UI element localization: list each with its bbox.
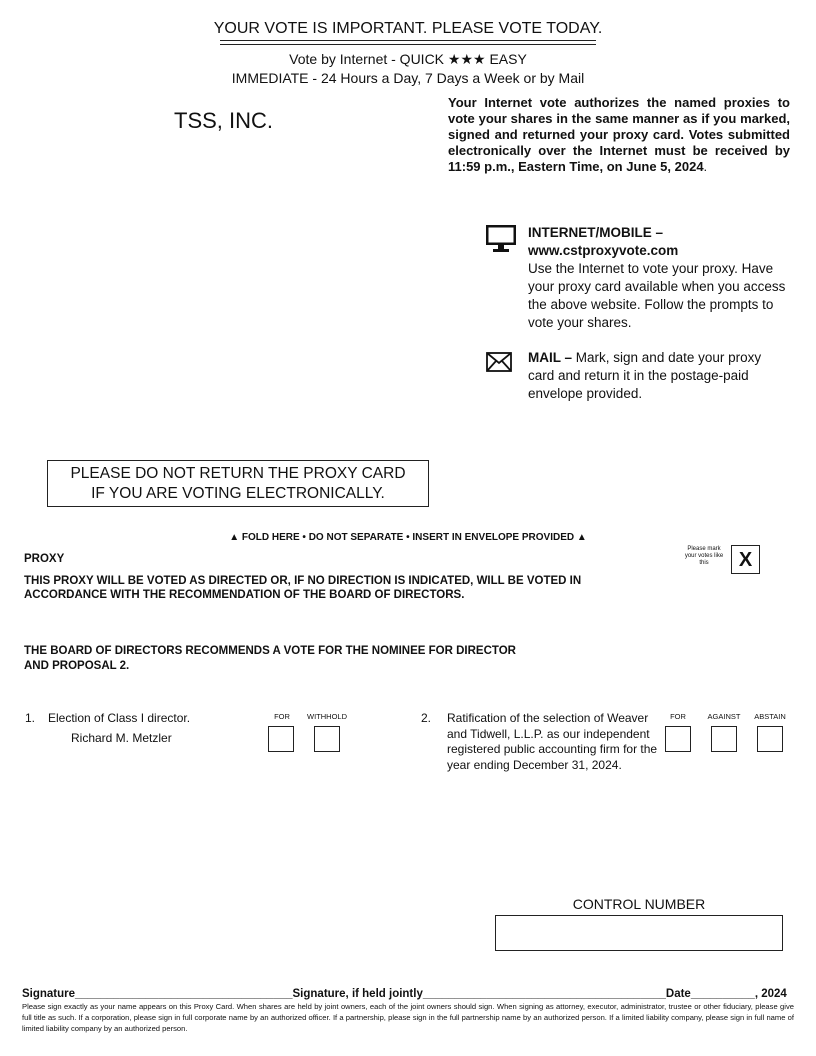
proposal-2-text: Ratification of the selection of Weaver and Tidwell, L.L.P. as our independent registered public accounting firm for the year ending December 31, 2024. [447,711,658,772]
board-line-1: THE BOARD OF DIRECTORS RECOMMENDS A VOTE FOR THE NOMINEE FOR DIRECTOR [24,645,516,657]
mail-option [528,349,790,403]
joint-signature-blank[interactable]: ______________________________________ [422,988,666,1000]
control-number-field[interactable] [495,915,783,951]
notice-text: Your Internet vote authorizes the named proxies to vote your shares in the same manner as if you marked, signed and returned your proxy card. Votes submitted electronically over the Internet must be received by 11:59 p.m., Eastern Time, on June 5, 2024 [448,95,790,174]
notice-tail: . [703,159,708,174]
page-title: YOUR VOTE IS IMPORTANT. PLEASE VOTE TODAY. [213,20,603,37]
proxy-statement: THIS PROXY WILL BE VOTED AS DIRECTED OR, IF NO DIRECTION IS INDICATED, WILL BE VOTED IN ACCORDANCE WITH THE RECOMMENDATION OF THE BOARD OF DIRECTORS. [24,575,582,601]
board-line-2: AND PROPOSAL 2. [24,660,130,672]
proposal-2-for-checkbox[interactable] [665,726,691,752]
proposal-2-against-header: AGAINST [707,712,741,721]
proposal-2-abstain-header: ABSTAIN [754,712,786,721]
proposal-2-abstain-checkbox[interactable] [757,726,783,752]
vote-line-prefix: Vote by Internet - QUICK [289,51,445,67]
signature-line [22,988,794,1000]
signature-label: Signature [22,988,76,1000]
mark-hint: Please mark your votes like this [684,546,724,566]
internet-instructions: Use the Internet to vote your proxy. Have your proxy card available when you access the above website. Follow the prompts to vote your shares. [528,261,786,330]
proposal-1-for-header: FOR [274,712,290,721]
electronic-voting-warning [47,460,429,507]
proposal-1-withhold-checkbox[interactable] [314,726,340,752]
proposal-2-against-checkbox[interactable] [711,726,737,752]
proposal-1-number: 1. [25,711,36,725]
internet-vote-notice [448,95,790,175]
proposal-2-number: 2. [421,711,432,725]
internet-option [528,224,790,332]
control-number-label: CONTROL NUMBER [572,896,706,912]
vote-method-line [0,51,816,68]
internet-title: INTERNET/MOBILE – [528,225,664,240]
availability-line: IMMEDIATE - 24 Hours a Day, 7 Days a Week or by Mail [231,70,585,86]
warning-line-2: IF YOU ARE VOTING ELECTRONICALLY. [91,485,385,502]
signature-blank[interactable]: __________________________________ [75,988,293,1000]
vote-line-suffix: EASY [489,51,527,67]
proposal-1-for-checkbox[interactable] [268,726,294,752]
mark-example-box: X [731,545,760,574]
warning-line-1: PLEASE DO NOT RETURN THE PROXY CARD [70,465,406,482]
monitor-icon [484,224,518,254]
joint-signature-label: Signature, if held jointly [292,988,423,1000]
board-recommendation [24,644,584,674]
stars-icon: ★★★ [447,51,486,67]
signing-instructions: Please sign exactly as your name appears on this Proxy Card. When shares are held by joint owners, each of the joint owners should sign. When signing as attorney, executor, administrator, trustee or other fiduciary, please give full title as such. If a corporation, please sign in full corporate name by an authorized officer. If a partnership, please sign in the full partnership name by an authorized person. If a limited liability company, please sign in full name of limited liability company by an authorized person. [22,1002,794,1033]
date-label: Date [665,988,691,1000]
date-year: , 2024 [754,988,787,1000]
mail-title: MAIL – [528,350,573,365]
title-underline-bottom [220,44,596,45]
fold-instruction: ▲ FOLD HERE • DO NOT SEPARATE • INSERT IN ENVELOPE PROVIDED ▲ [229,532,587,543]
title-underline-top [220,40,596,41]
date-blank[interactable]: __________ [690,988,755,1000]
proposal-1-withhold-header: WITHHOLD [307,712,347,721]
company-name: TSS, INC. [174,108,274,133]
internet-url[interactable]: www.cstproxyvote.com [528,243,679,258]
proposal-1-nominee: Richard M. Metzler [71,731,172,745]
proposal-2-for-header: FOR [670,712,686,721]
proposal-1-text: Election of Class I director. [48,711,191,725]
mail-instructions: Mark, sign and date your proxy card and return it in the postage-paid envelope provided. [528,350,762,401]
envelope-icon [486,352,512,372]
proxy-label: PROXY [24,553,65,565]
